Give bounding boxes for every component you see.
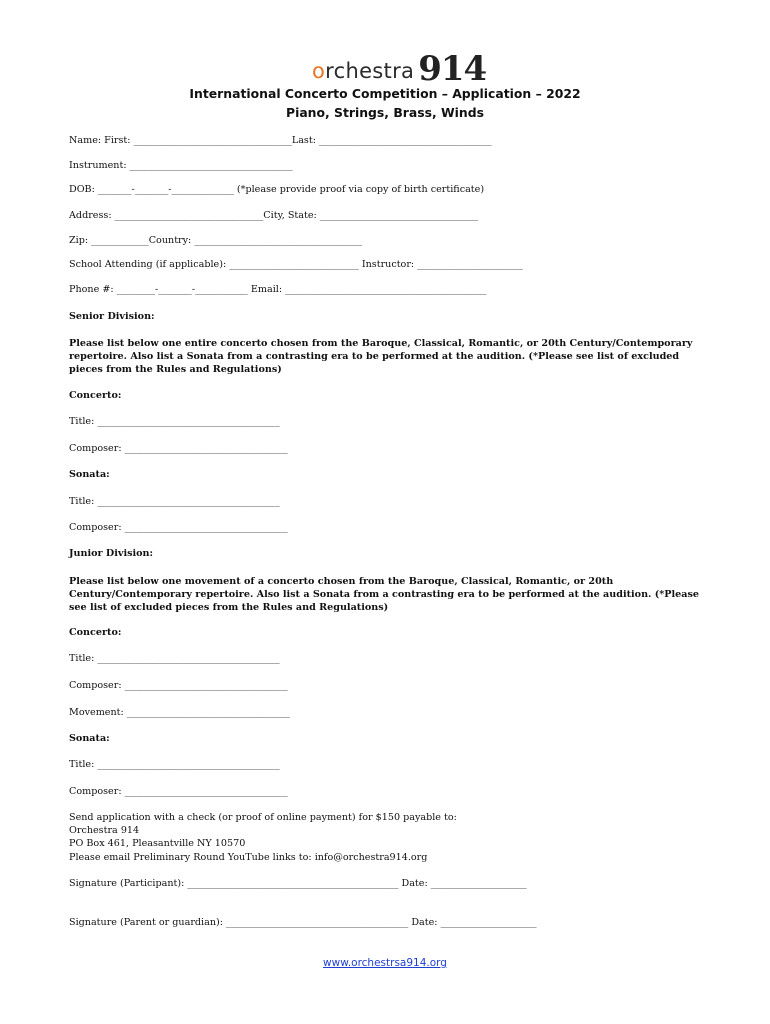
zip-country-field[interactable]: Zip: ____________Country: ___________________________________ xyxy=(69,235,363,246)
phone-email-field[interactable]: Phone #: ________-_______-___________ Email: __________________________________________ xyxy=(69,284,487,295)
orchestra-914-logo xyxy=(312,46,487,89)
senior-division-heading: Senior Division: xyxy=(69,311,155,322)
senior-concerto-title-field[interactable]: Title: ______________________________________ xyxy=(69,416,280,427)
junior-sonata-composer-field[interactable]: Composer: __________________________________ xyxy=(69,786,288,797)
mailing-org-name: Orchestra 914 xyxy=(69,825,140,837)
parent-signature-field[interactable]: Signature (Parent or guardian): ______________________________________ Date: ____________________ xyxy=(69,917,537,928)
junior-concerto-title-field[interactable]: Title: ______________________________________ xyxy=(69,653,280,664)
mailing-email-line: Please email Preliminary Round YouTube links to: info@orchestra914.org xyxy=(69,851,428,863)
junior-sonata-title-field[interactable]: Title: ______________________________________ xyxy=(69,759,280,770)
senior-instructions: Please list below one entire concerto chosen from the Baroque, Classical, Romantic, or 20th Century/Contemporary repertoire. Also list a Sonata from a contrasting era to be performed at the audition. (*Please see list of excluded pieces from the Rules and Regulations) xyxy=(69,338,693,376)
dob-field[interactable]: DOB: _______-_______-_____________ (*please provide proof via copy of birth certificate) xyxy=(69,184,485,195)
logo-number: 914 xyxy=(418,49,487,89)
school-instructor-field[interactable]: School Attending (if applicable): ___________________________ Instructor: ______________________ xyxy=(69,259,523,270)
junior-concerto-composer-field[interactable]: Composer: __________________________________ xyxy=(69,680,288,691)
mailing-line: Send application with a check (or proof of online payment) for $150 payable to: xyxy=(69,812,457,823)
participant-signature-field[interactable]: Signature (Participant): ____________________________________________ Date: ____________________ xyxy=(69,878,527,889)
address-field[interactable]: Address: _______________________________City, State: _________________________________ xyxy=(69,210,479,221)
page-title: International Concerto Competition – Application – 2022 xyxy=(189,86,581,101)
footer xyxy=(0,957,770,969)
name-field[interactable]: Name: First: _________________________________Last: ____________________________________ xyxy=(69,135,492,146)
senior-sonata-heading: Sonata: xyxy=(69,469,110,480)
senior-concerto-composer-field[interactable]: Composer: __________________________________ xyxy=(69,443,288,454)
senior-sonata-composer-field[interactable]: Composer: __________________________________ xyxy=(69,522,288,533)
junior-movement-field[interactable]: Movement: __________________________________ xyxy=(69,707,290,718)
junior-division-heading: Junior Division: xyxy=(69,548,154,559)
junior-sonata-heading: Sonata: xyxy=(69,733,110,744)
instrument-field[interactable]: Instrument: __________________________________ xyxy=(69,160,293,171)
junior-instructions: Please list below one movement of a concerto chosen from the Baroque, Classical, Romantic, or 20th Century/Contemporary repertoire. Also list a Sonata from a contrasting era to be performed at the audition. (*Please see list of excluded pieces from the Rules and Regulations) xyxy=(69,576,699,614)
mailing-address: PO Box 461, Pleasantville NY 10570 xyxy=(69,838,246,850)
junior-concerto-heading: Concerto: xyxy=(69,627,122,638)
senior-concerto-heading: Concerto: xyxy=(69,390,122,401)
logo-wordmark: orchestra xyxy=(312,59,415,83)
senior-sonata-title-field[interactable]: Title: ______________________________________ xyxy=(69,496,280,507)
mailing-instructions xyxy=(69,811,457,864)
website-link[interactable]: www.orchestrsa914.org xyxy=(323,957,447,969)
page-subtitle: Piano, Strings, Brass, Winds xyxy=(285,105,484,120)
